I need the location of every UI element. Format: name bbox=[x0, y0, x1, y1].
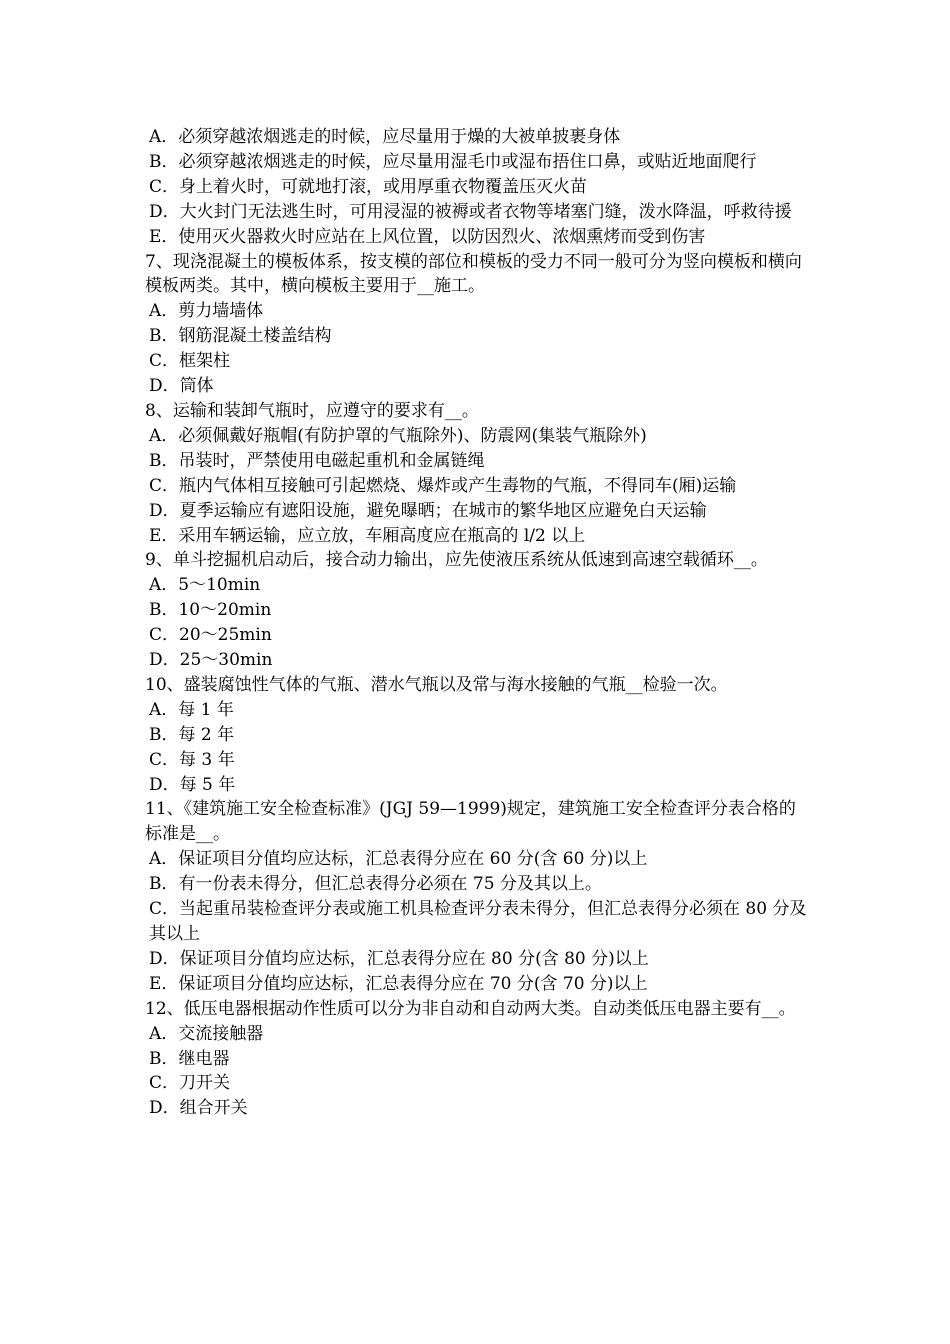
answer-option: C．框架柱 bbox=[149, 351, 231, 372]
answer-option: C．身上着火时，可就地打滚，或用厚重衣物覆盖压灭火苗 bbox=[149, 176, 588, 197]
answer-option: C．瓶内气体相互接触可引起燃烧、爆炸或产生毒物的气瓶，不得同车(厢)运输 bbox=[149, 475, 737, 496]
answer-option: E．采用车辆运输，应立放，车厢高度应在瓶高的 l/2 以上 bbox=[149, 525, 586, 546]
question-text: 10、盛装腐蚀性气体的气瓶、潜水气瓶以及常与海水接触的气瓶__检验一次。 bbox=[145, 674, 728, 695]
answer-option: B．每 2 年 bbox=[149, 724, 235, 745]
answer-option: B．吊装时，严禁使用电磁起重机和金属链绳 bbox=[149, 450, 485, 471]
question-text: 8、运输和装卸气瓶时，应遵守的要求有__。 bbox=[145, 400, 479, 421]
answer-option: B．有一份表未得分，但汇总表得分必须在 75 分及其以上。 bbox=[149, 874, 602, 895]
answer-option: D．保证项目分值均应达标，汇总表得分应在 80 分(含 80 分)以上 bbox=[149, 948, 649, 969]
question-text: 11、《建筑施工安全检查标准》(JGJ 59—1999)规定，建筑施工安全检查评分表合格的标准是__。 bbox=[145, 799, 796, 845]
answer-option: C．每 3 年 bbox=[149, 749, 235, 770]
answer-option: D．25～30min bbox=[149, 650, 273, 671]
answer-option: A．交流接触器 bbox=[149, 1023, 264, 1044]
answer-option: B．继电器 bbox=[149, 1048, 230, 1069]
answer-option: A．保证项目分值均应达标，汇总表得分应在 60 分(含 60 分)以上 bbox=[149, 849, 648, 870]
answer-option: D．每 5 年 bbox=[149, 774, 236, 795]
answer-option: E．使用灭火器救火时应站在上风位置，以防因烈火、浓烟熏烤而受到伤害 bbox=[149, 226, 706, 247]
answer-option: A．必须穿越浓烟逃走的时候，应尽量用于燥的大被单披裹身体 bbox=[149, 127, 621, 147]
answer-option: A．必须佩戴好瓶帽(有防护罩的气瓶除外)、防震网(集装气瓶除外) bbox=[149, 425, 647, 446]
answer-option: C．刀开关 bbox=[149, 1073, 231, 1094]
question-text: 12、低压电器根据动作性质可以分为非自动和自动两大类。自动类低压电器主要有__。 bbox=[145, 998, 796, 1019]
answer-option: E．保证项目分值均应达标，汇总表得分应在 70 分(含 70 分)以上 bbox=[149, 973, 648, 994]
answer-option: C．当起重吊装检查评分表或施工机具检查评分表未得分，但汇总表得分必须在 80 分及其以上 bbox=[149, 899, 807, 944]
answer-option: B．10～20min bbox=[149, 600, 272, 621]
answer-option: B．钢筋混凝土楼盖结构 bbox=[149, 326, 332, 347]
answer-option: A．剪力墙墙体 bbox=[149, 301, 264, 322]
answer-option: D．夏季运输应有遮阳设施，避免曝晒；在城市的繁华地区应避免白天运输 bbox=[149, 500, 707, 521]
answer-option: D．组合开关 bbox=[149, 1098, 248, 1119]
answer-option: A．每 1 年 bbox=[149, 699, 234, 720]
answer-option: B．必须穿越浓烟逃走的时候，应尽量用湿毛巾或湿布捂住口鼻，或贴近地面爬行 bbox=[149, 151, 757, 172]
answer-option: D．筒体 bbox=[149, 376, 214, 397]
answer-option: C．20～25min bbox=[149, 625, 272, 646]
document-body bbox=[145, 125, 810, 1121]
question-text: 7、现浇混凝土的模板体系，按支模的部位和模板的受力不同一般可分为竖向模板和横向模板两类。其中，横向模板主要用于__施工。 bbox=[145, 251, 802, 297]
answer-option: A．5～10min bbox=[149, 575, 261, 596]
question-text: 9、单斗挖掘机启动后，接合动力输出，应先使液压系统从低速到高速空载循环__。 bbox=[145, 550, 768, 571]
answer-option: D．大火封门无法逃生时，可用浸湿的被褥或者衣物等堵塞门缝，泼水降温，呼救待援 bbox=[149, 201, 792, 222]
